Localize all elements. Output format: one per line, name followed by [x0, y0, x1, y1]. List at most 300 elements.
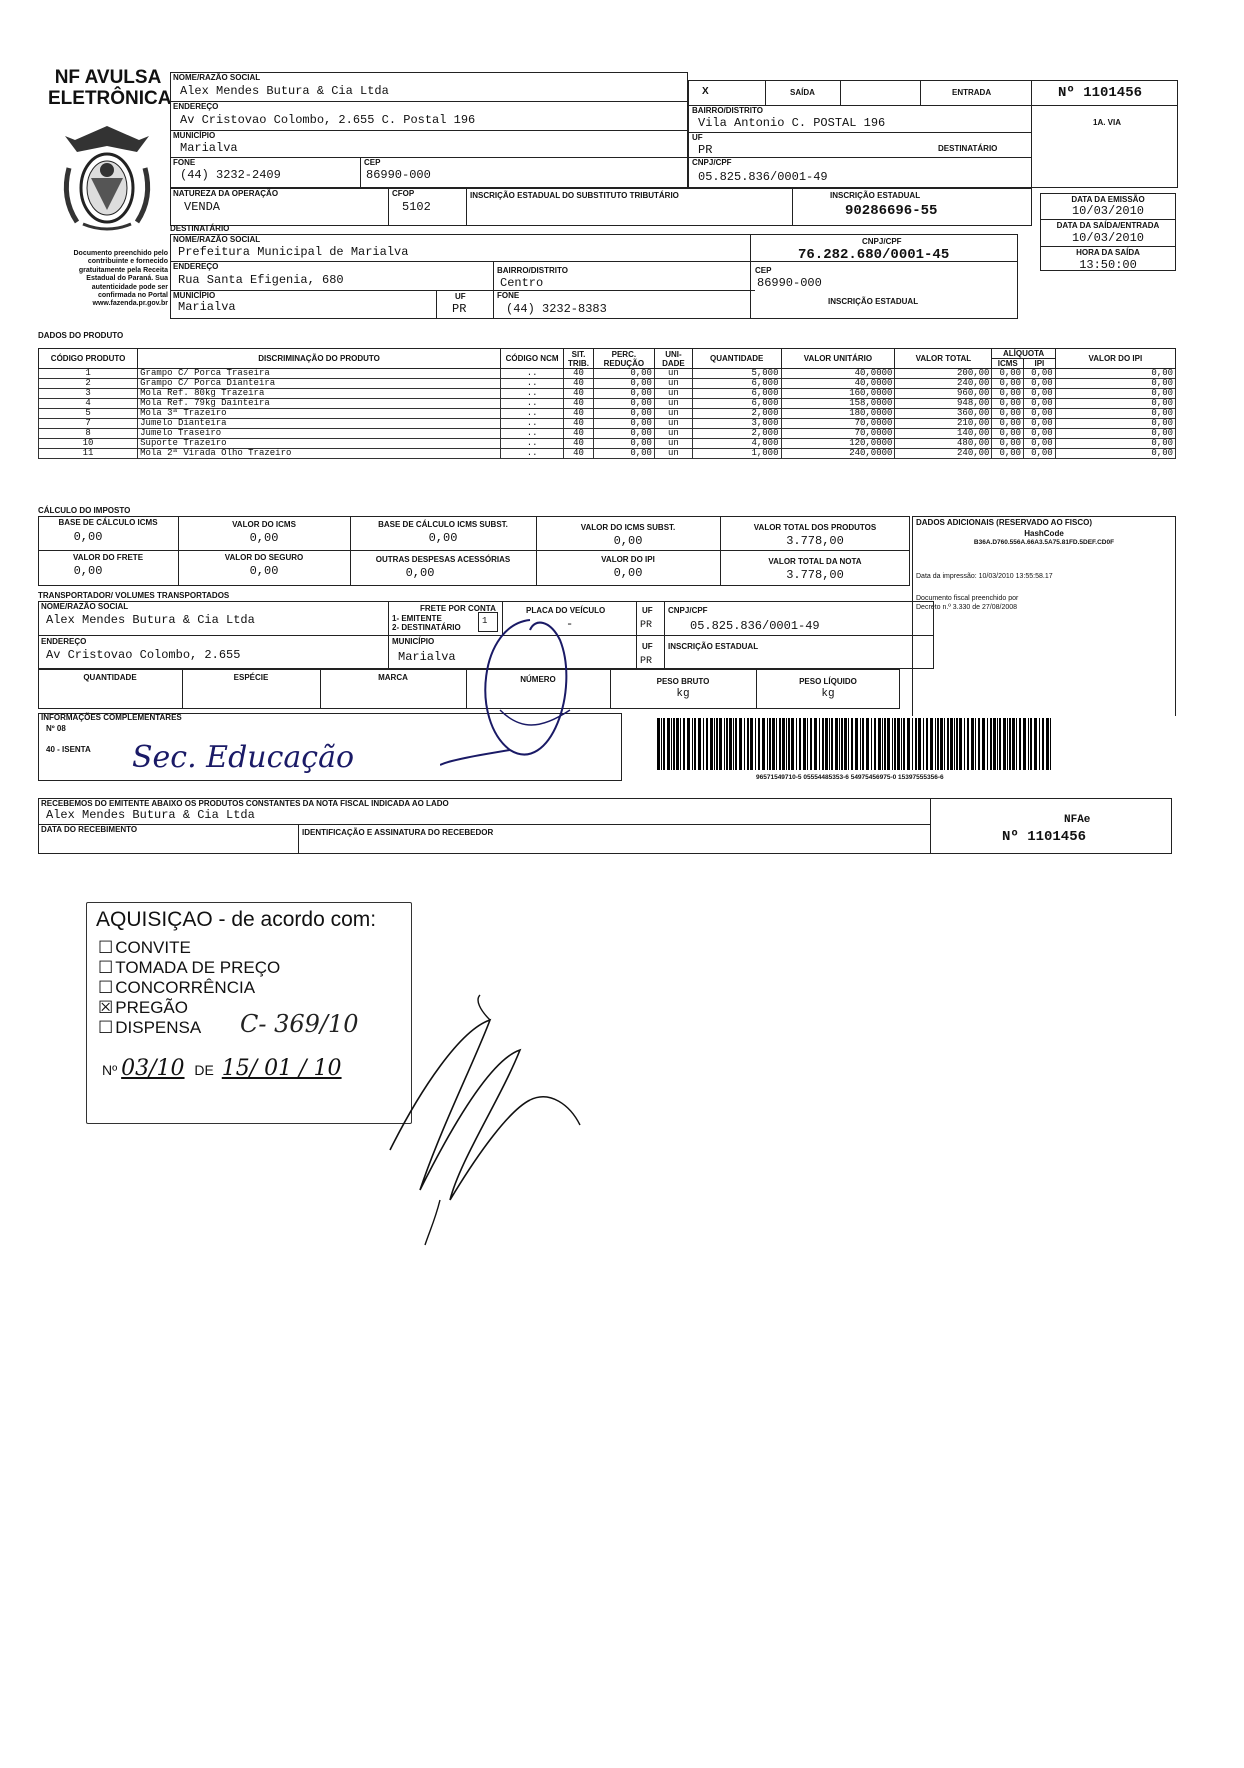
- produto-cell: Mola Ref. 80kg Trazeira: [138, 389, 501, 399]
- produto-cell: 180,0000: [781, 409, 895, 419]
- frete-label: VALOR DO FRETE: [72, 553, 144, 562]
- barcode-bar: [897, 718, 900, 770]
- canhoto-numero: Nº 1101456: [1002, 829, 1087, 845]
- barcode-bar: [982, 718, 985, 770]
- side-note-line: confirmada no Portal: [97, 292, 168, 300]
- barcode-bar: [810, 718, 812, 770]
- produto-cell: 158,0000: [781, 399, 895, 409]
- total-prod-label: VALOR TOTAL DOS PRODUTOS: [753, 523, 877, 532]
- barcode-bar: [767, 718, 768, 770]
- barcode-bar: [703, 718, 704, 770]
- side-note-line: www.fazenda.pr.gov.br: [92, 300, 168, 308]
- produto-cell: 0,00: [992, 429, 1024, 439]
- barcode-bar: [796, 718, 797, 770]
- barcode-bar: [987, 718, 988, 770]
- col-total: VALOR TOTAL: [895, 349, 992, 369]
- canhoto-nfa: NFAe: [1064, 814, 1091, 826]
- saida-mark: X: [702, 86, 709, 97]
- produto-cell: Grampo C/ Porca Dianteira: [138, 379, 501, 389]
- barcode-bar: [729, 718, 732, 770]
- dest-endereco-label: ENDEREÇO: [173, 262, 219, 271]
- produto-cell: 70,0000: [781, 429, 895, 439]
- produto-cell: 4,000: [692, 439, 781, 449]
- stamp-code: C- 369/10: [240, 1010, 359, 1038]
- barcode-bar: [661, 718, 662, 770]
- transp-cnpj: 05.825.836/0001-49: [690, 619, 820, 633]
- barcode-bar: [1034, 718, 1037, 770]
- produto-cell: 40,0000: [781, 379, 895, 389]
- frete-value: 1: [482, 616, 488, 626]
- dest-cnpj-label: CNPJ/CPF: [862, 237, 902, 246]
- checkbox-icon: ☐: [98, 1018, 114, 1037]
- barcode-bar: [835, 718, 838, 770]
- logo-line2: ELETRÔNICA: [48, 88, 172, 109]
- barcode-bar: [855, 718, 858, 770]
- transp-uf2: PR: [640, 656, 653, 667]
- logo-title: [48, 67, 172, 110]
- produto-row: [39, 389, 1176, 399]
- produto-row: [39, 379, 1176, 389]
- barcode-bar: [710, 718, 713, 770]
- produto-row: [39, 399, 1176, 409]
- cfop-label: CFOP: [392, 189, 415, 198]
- produto-row: [39, 439, 1176, 449]
- transp-ie-label: INSCRIÇÃO ESTADUAL: [668, 642, 759, 651]
- barcode-bar: [819, 718, 820, 770]
- handwritten-signature-icon: [380, 990, 600, 1250]
- barcode-bar: [762, 718, 765, 770]
- produto-cell: 0,00: [1055, 439, 1175, 449]
- produto-cell: un: [654, 419, 692, 429]
- numero-label: NÚMERO: [520, 675, 556, 684]
- barcode-bar: [680, 718, 681, 770]
- barcode-bar: [829, 718, 830, 770]
- produto-cell: 2: [39, 379, 138, 389]
- info-isenta: 40 - ISENTA: [46, 745, 91, 754]
- produto-cell: 0,00: [1055, 449, 1175, 459]
- barcode-bar: [671, 718, 672, 770]
- barcode-bar: [747, 718, 749, 770]
- produto-cell: 0,00: [1055, 409, 1175, 419]
- produto-cell: 140,00: [895, 429, 992, 439]
- col-quantidade: QUANTIDADE: [692, 349, 781, 369]
- produto-cell: 0,00: [992, 369, 1024, 379]
- produto-cell: 40: [564, 369, 594, 379]
- dest-cep: 86990-000: [757, 276, 822, 290]
- barcode-bar: [1030, 718, 1032, 770]
- produto-cell: ..: [500, 389, 563, 399]
- barcode-bar: [1050, 718, 1051, 770]
- peso-bruto-label: PESO BRUTO: [656, 677, 710, 686]
- produto-cell: 360,00: [895, 409, 992, 419]
- barcode-bar: [776, 718, 777, 770]
- produto-cell: 0,00: [593, 379, 654, 389]
- stamp-title: AQUISIÇAO - de acordo com:: [96, 908, 377, 931]
- seguro-label: VALOR DO SEGURO: [224, 553, 304, 562]
- barcode-bar: [851, 718, 853, 770]
- dest-fone: (44) 3232-8383: [506, 302, 607, 316]
- base-icms: 0,00: [73, 530, 103, 544]
- produto-cell: 0,00: [1024, 409, 1056, 419]
- hash-label: HashCode: [1024, 529, 1064, 538]
- valor-st-label: VALOR DO ICMS SUBST.: [580, 523, 676, 532]
- canhoto-label: RECEBEMOS DO EMITENTE ABAIXO OS PRODUTOS CONSTANTES DA NOTA FISCAL INDICADA AO LADO: [41, 799, 449, 808]
- stamp-option-label: TOMADA DE PREÇO: [115, 958, 281, 977]
- barcode-bar: [1039, 718, 1040, 770]
- barcode-bar: [997, 718, 998, 770]
- barcode-bar: [1016, 718, 1017, 770]
- produto-cell: 0,00: [593, 419, 654, 429]
- barcode-bar: [788, 718, 790, 770]
- produto-cell: 1: [39, 369, 138, 379]
- frete-conta-label: FRETE POR CONTA: [420, 604, 496, 613]
- especie-label: ESPÉCIE: [233, 673, 269, 682]
- produto-cell: 0,00: [593, 389, 654, 399]
- emitente-municipio: Marialva: [180, 141, 238, 155]
- side-note-line: Documento preenchido pelo: [73, 250, 168, 257]
- seguro: 0,00: [249, 564, 279, 578]
- col-perc: PERC. REDUÇÃO: [593, 349, 654, 369]
- peso-liquido: kg: [821, 688, 835, 700]
- col-ncm: CÓDIGO NCM: [500, 349, 563, 369]
- barcode-bar: [990, 718, 992, 770]
- transp-endereco-label: ENDEREÇO: [41, 637, 87, 646]
- barcode-bar: [779, 718, 781, 770]
- emitente-uf-label: UF: [692, 133, 703, 142]
- produto-cell: Grampo C/ Porca Traseira: [138, 369, 501, 379]
- total-nota-label: VALOR TOTAL DA NOTA: [768, 557, 862, 566]
- produto-cell: 11: [39, 449, 138, 459]
- emitente-municipio-label: MUNICÍPIO: [173, 131, 216, 140]
- barcode-bar: [791, 718, 794, 770]
- stamp-option-label: PREGÃO: [115, 998, 188, 1017]
- produto-cell: un: [654, 379, 692, 389]
- produto-cell: Mola Ref. 79kg Dainteira: [138, 399, 501, 409]
- barcode-bar: [944, 718, 945, 770]
- dest-nome-label: NOME/RAZÃO SOCIAL: [173, 235, 261, 244]
- stamp-option: [98, 978, 280, 998]
- produto-cell: Jumelo Dianteira: [138, 419, 501, 429]
- nota-numero: Nº 1101456: [1058, 85, 1143, 101]
- produto-cell: 0,00: [1055, 379, 1175, 389]
- parana-coat-of-arms-icon: [55, 118, 160, 238]
- destinatario-section-label: DESTINATÁRIO: [170, 224, 230, 233]
- barcode-bar: [844, 718, 847, 770]
- produto-cell: 0,00: [1024, 419, 1056, 429]
- barcode-bar: [947, 718, 949, 770]
- emitente-bairro-label: BAIRRO/DISTRITO: [692, 106, 763, 115]
- base-st: 0,00: [428, 531, 458, 545]
- barcode-bar: [940, 718, 943, 770]
- barcode-bar: [937, 718, 939, 770]
- barcode-bar: [814, 718, 817, 770]
- dest-cnpj: 76.282.680/0001-45: [798, 247, 950, 263]
- barcode-bar: [882, 718, 883, 770]
- emitente-cep: 86990-000: [366, 168, 431, 182]
- valor-icms: 0,00: [249, 531, 279, 545]
- produto-cell: 4: [39, 399, 138, 409]
- valor-st: 0,00: [613, 534, 643, 548]
- produto-cell: 0,00: [992, 439, 1024, 449]
- col-valor-ipi: VALOR DO IPI: [1055, 349, 1175, 369]
- entrada-label: ENTRADA: [952, 88, 992, 97]
- ie-st-label: INSCRIÇÃO ESTADUAL DO SUBSTITUTO TRIBUTÁRIO: [470, 191, 679, 200]
- produto-cell: 160,0000: [781, 389, 895, 399]
- destinatario-via-label: DESTINATÁRIO: [938, 144, 998, 153]
- frete: 0,00: [73, 564, 103, 578]
- produto-cell: 0,00: [1055, 369, 1175, 379]
- produtos-table: [38, 348, 1176, 459]
- ie-label: INSCRIÇÃO ESTADUAL: [830, 191, 921, 200]
- barcode-bar: [860, 718, 861, 770]
- barcode-bar: [786, 718, 787, 770]
- transp-nome: Alex Mendes Butura & Cia Ltda: [46, 613, 255, 627]
- barcode-bar: [950, 718, 953, 770]
- total-prod: 3.778,00: [786, 534, 844, 548]
- barcode-bar: [673, 718, 675, 770]
- produto-cell: 0,00: [593, 409, 654, 419]
- placa-label: PLACA DO VEÍCULO: [526, 606, 606, 615]
- barcode-bar: [657, 718, 660, 770]
- produto-cell: 40: [564, 399, 594, 409]
- produto-cell: 0,00: [1024, 389, 1056, 399]
- via-label: 1A. VIA: [1093, 118, 1122, 127]
- saida-data: 10/03/2010: [1071, 231, 1144, 245]
- barcode-bar: [907, 718, 910, 770]
- cfop: 5102: [402, 200, 431, 214]
- transportador-section-label: TRANSPORTADOR/ VOLUMES TRANSPORTADOS: [38, 591, 230, 600]
- produto-cell: 40: [564, 379, 594, 389]
- produto-cell: ..: [500, 429, 563, 439]
- barcode-bar: [735, 718, 737, 770]
- transp-municipio-label: MUNICÍPIO: [392, 637, 435, 646]
- produto-cell: 0,00: [1024, 379, 1056, 389]
- info-handwritten: Sec. Educação: [132, 740, 355, 775]
- barcode-bar: [874, 718, 876, 770]
- qtd-label: QUANTIDADE: [83, 673, 137, 682]
- barcode-bar: [782, 718, 785, 770]
- produto-cell: un: [654, 389, 692, 399]
- produto-cell: ..: [500, 409, 563, 419]
- barcode-bar: [912, 718, 913, 770]
- barcode-bar: [807, 718, 808, 770]
- barcode-bar: [926, 718, 928, 770]
- produto-cell: 0,00: [593, 399, 654, 409]
- transp-uf: PR: [640, 620, 653, 631]
- produto-cell: 70,0000: [781, 419, 895, 429]
- checkbox-icon: ☐: [98, 958, 114, 977]
- produto-cell: 0,00: [1055, 389, 1175, 399]
- stamp-option-label: CONCORRÊNCIA: [115, 978, 256, 997]
- produtos-header-row: [39, 349, 1176, 359]
- produto-cell: ..: [500, 379, 563, 389]
- barcode-bar: [683, 718, 685, 770]
- dest-uf: PR: [452, 302, 467, 316]
- barcode-bar: [1012, 718, 1015, 770]
- total-nota: 3.778,00: [786, 568, 844, 582]
- produto-row: [39, 449, 1176, 459]
- stamp-option: [98, 958, 280, 978]
- emitente-endereco: Av Cristovao Colombo, 2.655 C. Postal 196: [180, 113, 476, 127]
- produto-cell: 120,0000: [781, 439, 895, 449]
- produto-cell: 0,00: [1024, 449, 1056, 459]
- barcode-bar: [663, 718, 665, 770]
- produto-cell: Suporte Trazeiro: [138, 439, 501, 449]
- barcode-bar: [667, 718, 670, 770]
- barcode-bar: [744, 718, 745, 770]
- barcode-bar: [967, 718, 969, 770]
- produto-row: [39, 409, 1176, 419]
- col-unitario: VALOR UNITÁRIO: [781, 349, 895, 369]
- fisco-label: DADOS ADICIONAIS (RESERVADO AO FISCO): [916, 518, 1093, 527]
- barcode-text: 96571549710-5 05554485353-6 54975456975-0 15397555356-6: [756, 774, 944, 781]
- outras-label: OUTRAS DESPESAS ACESSÓRIAS: [375, 555, 511, 564]
- barcode-bar: [1009, 718, 1011, 770]
- data-recebimento-label: DATA DO RECEBIMENTO: [41, 825, 138, 834]
- side-note-line: gratuitamente pela Receita: [78, 266, 168, 274]
- produto-cell: 2,000: [692, 409, 781, 419]
- produto-cell: 7: [39, 419, 138, 429]
- barcode-bar: [692, 718, 693, 770]
- barcode-bar: [1042, 718, 1044, 770]
- produto-cell: 3,000: [692, 419, 781, 429]
- checkbox-icon: ☐: [98, 938, 114, 957]
- barcode-bar: [930, 718, 933, 770]
- produto-cell: 8: [39, 429, 138, 439]
- barcode-bar: [839, 718, 840, 770]
- emitente-cnpj-label: CNPJ/CPF: [692, 158, 732, 167]
- barcode-bar: [878, 718, 881, 770]
- signature-loop-icon: [440, 600, 620, 780]
- transp-nome-label: NOME/RAZÃO SOCIAL: [41, 602, 129, 611]
- barcode-bar: [915, 718, 917, 770]
- produto-cell: 40: [564, 409, 594, 419]
- produtos-section-label: DADOS DO PRODUTO: [38, 331, 124, 340]
- emitente-fone-label: FONE: [173, 158, 196, 167]
- emitente-endereco-label: ENDEREÇO: [173, 102, 219, 111]
- barcode-bar: [841, 718, 843, 770]
- barcode-bar: [964, 718, 965, 770]
- produto-cell: 240,00: [895, 449, 992, 459]
- col-descricao: DISCRIMINAÇÃO DO PRODUTO: [138, 349, 501, 369]
- outras: 0,00: [405, 566, 435, 580]
- barcode-bar: [1028, 718, 1029, 770]
- barcode-bar: [959, 718, 962, 770]
- produto-cell: 5,000: [692, 369, 781, 379]
- peso-liquido-label: PESO LÍQUIDO: [799, 677, 857, 686]
- assinatura-label: IDENTIFICAÇÃO E ASSINATURA DO RECEBEDOR: [302, 828, 494, 837]
- produto-cell: 40: [564, 439, 594, 449]
- produto-cell: 0,00: [593, 439, 654, 449]
- transp-uf-label: UF: [642, 606, 653, 615]
- col-sit: SIT. TRIB.: [564, 349, 594, 369]
- produto-cell: 40: [564, 419, 594, 429]
- produto-cell: 40,0000: [781, 369, 895, 379]
- info-n: Nº 08: [46, 724, 66, 733]
- produto-cell: 0,00: [1055, 419, 1175, 429]
- produto-cell: ..: [500, 399, 563, 409]
- dest-municipio-label: MUNICÍPIO: [173, 291, 216, 300]
- produto-cell: 240,00: [895, 379, 992, 389]
- dest-uf-label: UF: [455, 292, 466, 301]
- barcode-bar: [884, 718, 886, 770]
- decreto-line2: Decreto n.º 3.330 de 27/08/2008: [916, 604, 1018, 611]
- produto-row: [39, 429, 1176, 439]
- natureza-label: NATUREZA DA OPERAÇÃO: [173, 189, 279, 198]
- produto-cell: Jumelo Traseiro: [138, 429, 501, 439]
- side-note: [40, 250, 168, 309]
- produto-cell: un: [654, 409, 692, 419]
- barcode-bar: [862, 718, 864, 770]
- produto-cell: 0,00: [593, 369, 654, 379]
- barcode-bar: [1019, 718, 1021, 770]
- barcode-bar: [975, 718, 976, 770]
- barcode-bar: [687, 718, 690, 770]
- stamp-option-label: DISPENSA: [115, 1018, 202, 1037]
- produto-cell: 210,00: [895, 419, 992, 429]
- decreto-line1: Documento fiscal preenchido por: [916, 595, 1019, 602]
- dest-fone-label: FONE: [497, 291, 520, 300]
- barcode-bar: [1007, 718, 1008, 770]
- produto-cell: 0,00: [992, 379, 1024, 389]
- barcode-bar: [978, 718, 980, 770]
- barcode-bar: [726, 718, 728, 770]
- logo-line1: NF AVULSA: [54, 67, 162, 88]
- ie: 90286696-55: [845, 203, 938, 219]
- checkbox-icon: ☐: [98, 978, 114, 997]
- produto-cell: 2,000: [692, 429, 781, 439]
- imposto-section-label: CÁLCULO DO IMPOSTO: [38, 506, 131, 515]
- produto-cell: 960,00: [895, 389, 992, 399]
- saida-data-label: DATA DA SAÍDA/ENTRADA: [1056, 221, 1160, 230]
- produto-cell: ..: [500, 419, 563, 429]
- barcode-bar: [894, 718, 896, 770]
- produto-cell: 3: [39, 389, 138, 399]
- dest-endereco: Rua Santa Efigenia, 680: [178, 273, 344, 287]
- barcode-bar: [739, 718, 742, 770]
- barcode-bar: [1046, 718, 1049, 770]
- produto-cell: 0,00: [992, 389, 1024, 399]
- produto-cell: Mola 2ª Virada Olho Trazeiro: [138, 449, 501, 459]
- barcode-bar: [866, 718, 869, 770]
- produto-cell: 40: [564, 389, 594, 399]
- barcode-bar: [1023, 718, 1026, 770]
- col-aliquota: ALÍQUOTA: [992, 349, 1055, 359]
- barcode-bar: [971, 718, 974, 770]
- dest-municipio: Marialva: [178, 300, 236, 314]
- barcode-bar: [871, 718, 872, 770]
- valor-icms-label: VALOR DO ICMS: [232, 520, 296, 529]
- produto-cell: 200,00: [895, 369, 992, 379]
- marca-label: MARCA: [378, 673, 408, 682]
- barcode-bar: [831, 718, 833, 770]
- stamp-option-label: CONVITE: [115, 938, 191, 957]
- barcode-bar: [993, 718, 996, 770]
- barcode-bar: [758, 718, 760, 770]
- emitente-cnpj: 05.825.836/0001-49: [698, 170, 828, 184]
- placa: -: [566, 617, 574, 631]
- peso-bruto: kg: [676, 688, 690, 700]
- barcode-bar: [848, 718, 849, 770]
- frete-opt2: 2- DESTINATÁRIO: [392, 623, 461, 632]
- stamp-de: DE: [194, 1062, 214, 1078]
- produto-cell: 6,000: [692, 389, 781, 399]
- col-unidade: UNI- DADE: [654, 349, 692, 369]
- barcode-bar: [755, 718, 756, 770]
- dest-ie-label: INSCRIÇÃO ESTADUAL: [828, 297, 919, 306]
- produto-cell: 6,000: [692, 379, 781, 389]
- canhoto-emitente: Alex Mendes Butura & Cia Ltda: [46, 808, 255, 822]
